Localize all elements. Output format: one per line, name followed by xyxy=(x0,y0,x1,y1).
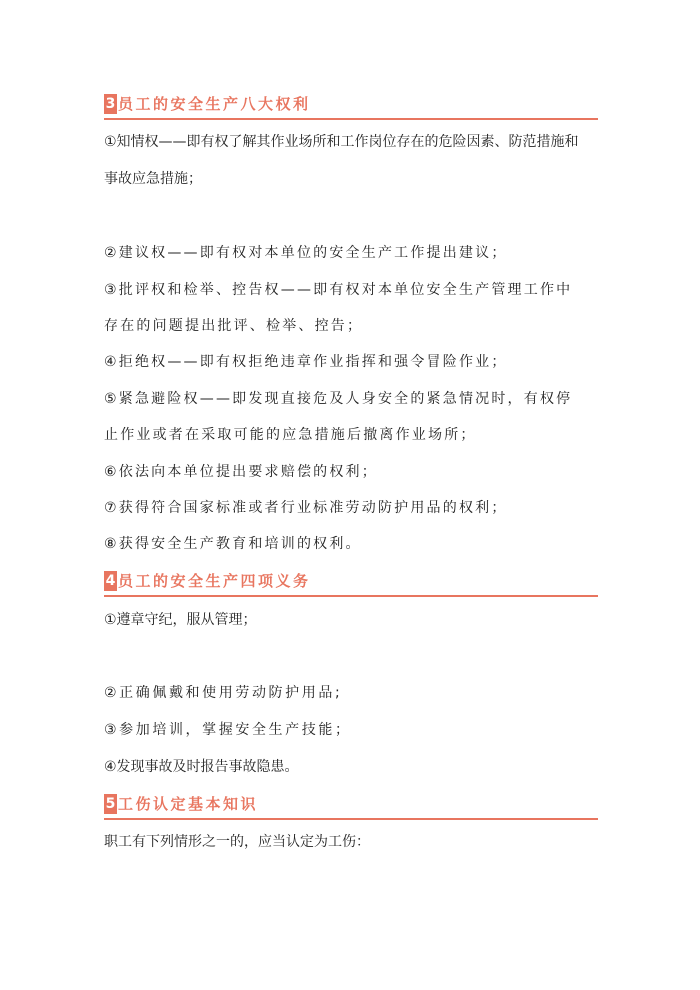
section-4-line-4: ④发现事故及时报告事故隐患。 xyxy=(104,759,299,775)
section-3-line-7: ⑤紧急避险权——即发现直接危及人身安全的紧急情况时，有权停 xyxy=(104,391,573,407)
section-3-line-9: ⑥依法向本单位提出要求赔偿的权利； xyxy=(104,464,378,480)
section-3-title: 员工的安全生产八大权利 xyxy=(118,95,311,113)
section-4-number: 4 xyxy=(105,573,116,589)
section-5-line-1: 职工有下列情形之一的，应当认定为工伤： xyxy=(104,834,370,850)
section-5-heading xyxy=(104,792,598,820)
section-4-title: 员工的安全生产四项义务 xyxy=(118,572,311,590)
section-3-line-8: 止作业或者在采取可能的应急措施后撤离作业场所； xyxy=(104,427,477,443)
section-3-line-3: ②建议权——即有权对本单位的安全生产工作提出建议； xyxy=(104,245,508,261)
section-3-line-2: 事故应急措施； xyxy=(104,171,202,187)
section-3-line-1: ①知情权——即有权了解其作业场所和工作岗位存在的危险因素、防范措施和 xyxy=(104,134,579,150)
section-3-line-6: ④拒绝权——即有权拒绝违章作业指挥和强令冒险作业； xyxy=(104,354,508,370)
section-4-line-1: ①遵章守纪，服从管理； xyxy=(104,612,257,628)
section-5-title: 工伤认定基本知识 xyxy=(118,795,259,813)
section-4-heading xyxy=(104,569,598,597)
section-5-number: 5 xyxy=(105,796,116,812)
section-3-line-11: ⑧获得安全生产教育和培训的权利。 xyxy=(104,536,362,552)
section-3-heading xyxy=(104,92,598,120)
section-4-line-2: ②正确佩戴和使用劳动防护用品; xyxy=(104,685,343,701)
section-3-number: 3 xyxy=(105,96,116,112)
section-4-line-3: ③参加培训，掌握安全生产技能； xyxy=(104,722,352,738)
section-3-line-5: 存在的问题提出批评、检举、控告； xyxy=(104,318,364,334)
section-3-line-4: ③批评权和检举、控告权——即有权对本单位安全生产管理工作中 xyxy=(104,282,573,298)
section-3-line-10: ⑦获得符合国家标准或者行业标准劳动防护用品的权利； xyxy=(104,500,508,516)
